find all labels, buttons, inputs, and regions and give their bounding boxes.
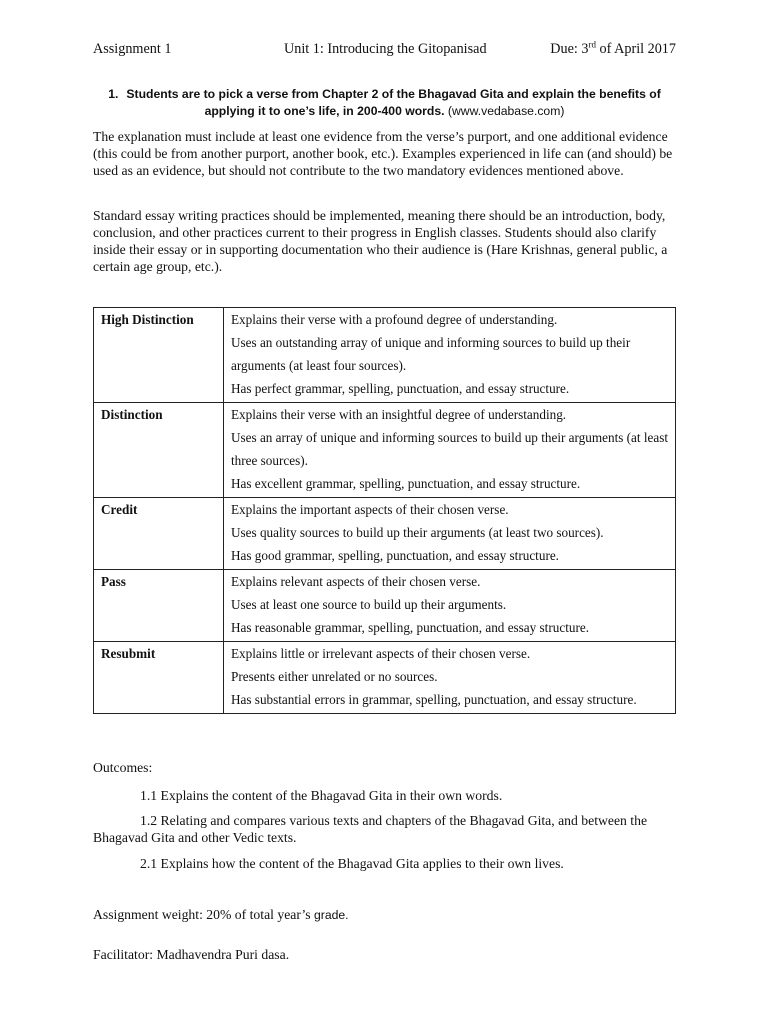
criteria-line: Has perfect grammar, spelling, punctuation, and essay structure.: [231, 381, 570, 396]
grade-label: Pass: [94, 570, 224, 642]
rubric-row: [94, 570, 676, 642]
due-prefix: Due: 3: [550, 41, 589, 57]
outcome-item: 1.2 Relating and compares various texts and chapters of the Bhagavad Gita, and between the Bhagavad Gita and other Vedic texts.: [93, 813, 648, 845]
grade-label: High Distinction: [94, 308, 224, 403]
grade-criteria: [224, 498, 676, 570]
question-1: [93, 86, 676, 120]
criteria-line: Uses at least one source to build up their arguments.: [231, 597, 507, 612]
rubric-table: [93, 307, 676, 714]
criteria-line: Has substantial errors in grammar, spelling, punctuation, and essay structure.: [231, 692, 637, 707]
weight-tail: grade.: [314, 908, 349, 922]
criteria-line: Has good grammar, spelling, punctuation, and essay structure.: [231, 548, 559, 563]
outcome-item: 2.1 Explains how the content of the Bhagavad Gita applies to their own lives.: [140, 856, 564, 871]
criteria-line: Has excellent grammar, spelling, punctuation, and essay structure.: [231, 476, 581, 491]
grade-criteria: [224, 570, 676, 642]
outcomes-heading: Outcomes:: [93, 760, 153, 775]
question-text: Students are to pick a verse from Chapter 2 of the Bhagavad Gita and explain the benefits of applying it to one’s life, in 200-400 words.: [126, 87, 661, 118]
weight-text: Assignment weight: 20% of total year’s: [93, 907, 314, 922]
grade-label: Distinction: [94, 403, 224, 498]
due-suffix: of April 2017: [596, 41, 676, 57]
criteria-line: Explains the important aspects of their chosen verse.: [231, 502, 509, 517]
grade-criteria: [224, 642, 676, 714]
criteria-line: Explains relevant aspects of their chosen verse.: [231, 574, 481, 589]
grade-criteria: [224, 403, 676, 498]
header-unit: Unit 1: Introducing the Gitopanisad: [284, 41, 487, 57]
grade-label: Resubmit: [94, 642, 224, 714]
question-number: 1.: [108, 87, 119, 101]
due-ordinal: rd: [588, 39, 596, 50]
header-due-date: [550, 41, 676, 58]
rubric-row: [94, 498, 676, 570]
criteria-line: Explains their verse with an insightful degree of understanding.: [231, 407, 567, 422]
criteria-line: Has reasonable grammar, spelling, punctuation, and essay structure.: [231, 620, 589, 635]
page-header: [93, 41, 676, 61]
grade-label: Credit: [94, 498, 224, 570]
rubric-row: [94, 403, 676, 498]
criteria-line: Uses an outstanding array of unique and informing sources to build up their arguments (at least four sources).: [231, 335, 631, 373]
criteria-line: Presents either unrelated or no sources.: [231, 669, 438, 684]
rubric-row: [94, 308, 676, 403]
criteria-line: Explains their verse with a profound degree of understanding.: [231, 312, 558, 327]
criteria-line: Uses an array of unique and informing sources to build up their arguments (at least three sources).: [231, 430, 669, 468]
grade-criteria: [224, 308, 676, 403]
evidence-paragraph: The explanation must include at least one evidence from the verse’s purport, and one additional evidence (this could be from another purport, another book, etc.). Examples experienced in life can (and should) be used as an evidence, but should not contribute to the two mandatory evidences mentioned above.: [93, 129, 673, 178]
facilitator: Facilitator: Madhavendra Puri dasa.: [93, 947, 290, 962]
assignment-weight: [93, 907, 349, 923]
rubric-row: [94, 642, 676, 714]
essay-practices-paragraph: Standard essay writing practices should be implemented, meaning there should be an introduction, body, conclusion, and other practices current to their progress in English classes. Students should also clarify inside their essay or in supporting documentation who their audience is (Hare Krishnas, general public, a certain age group, etc.).: [93, 208, 668, 274]
question-url: (www.vedabase.com): [447, 104, 565, 118]
outcome-item: 1.1 Explains the content of the Bhagavad Gita in their own words.: [140, 788, 503, 803]
header-assignment: Assignment 1: [93, 41, 172, 57]
criteria-line: Explains little or irrelevant aspects of their chosen verse.: [231, 646, 531, 661]
criteria-line: Uses quality sources to build up their arguments (at least two sources).: [231, 525, 604, 540]
